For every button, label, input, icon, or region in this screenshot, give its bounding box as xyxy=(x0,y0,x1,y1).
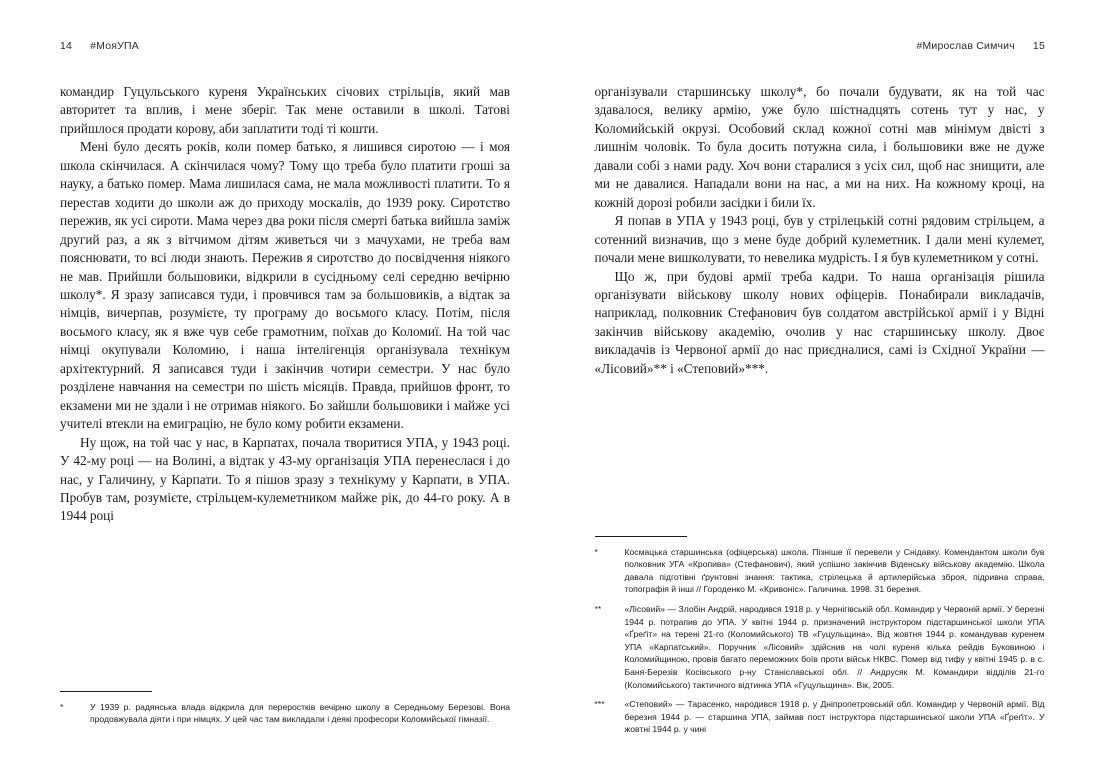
footnote-area-left xyxy=(60,679,510,733)
footnote-list-left xyxy=(60,701,510,726)
running-head-title-left: #МояУПА xyxy=(90,40,139,52)
page-right xyxy=(553,0,1105,763)
footnote-area-right xyxy=(595,524,1045,743)
folio-left: 14 xyxy=(60,40,73,52)
paragraph: Мені було десять років, коли помер батько, я лишився сиротою — і моя школа скінчилася. А скінчилася чому? Тому що треба було платити гроші за науку, а батько помер. Мама лишилася сама, не мала можливості платити. То я перестав ходити до школи аж до приходу москалів, до 1939 року. Сиротство пережив, як усі сироти. Мама через два роки після смерті батька вийшла заміж другий раз, а як з вітчимом дітям живеться чи з мачухами, не треба вам пояснювати, то всі люди знають. Пережив я сиротство до посвідчення ніякого не мав. Прийшли большовики, відкрили в сусідньому селі середню вечірню школу*. Я зразу записався туди, і провчився там за большовиків, а відтак за німців, вичерпав, розумієте, ту програму до восьмого класу. Потім, після восьмого класу, як я вже чув себе грамотним, поїхав до Коломиї. На той час німці окупували Коломию, і наша інтелігенція організувала технікум архітектурний. Я записався туди і закінчив чотири семестри. У нас було розділене навчання на семестри по шість місяців. Правда, прийшов фронт, то екзамени ми не здали і не отримав ніякого. Бо зайшли большовики і майже усі учителі втекли на емиграцію, не було кому робити екзамени. xyxy=(60,139,510,432)
footnote-marker: *** xyxy=(594,699,605,710)
footnote-text: Космацька старшинська (офіцерська) школа. Пізніше її перевели у Снідавку. Комендантом школи був полковник УГА «Кропива» (Стефанович), який успішно закінчив Віденську військову академію. Школа давала підготівні ґрунтовні знання: тактика, стрілецька й артилерійська зброя, підривна справа, топографія й інші // Городенко М. «Кривоніс». Галичина. 1998. 31 березня. xyxy=(624,546,1045,595)
paragraph: організували старшинську школу*, бо почали будувати, як на той час здавалося, велику армію, уже було шістнадцять сотень тут у нас, у Коломийській окрузі. Особовий склад кожної сотні мав мінімум двісті з лишнім чоловік. То була досить потужна сила, і большовики вже не дуже давали собі з нами раду. Хоч вони старалися з усіх сил, щоб нас знищити, але ми не давалися. Нападали вони на нас, а ми на них. На кожному кроці, на кожній дорозі робили засідки і били їх. xyxy=(594,84,1045,210)
paragraph: Я попав в УПА у 1943 році, був у стрілецькій сотні рядовим стрільцем, а сотенний визначив, що з мене буде добрий кулеметник. І дали мені кулемет, почали мене вишколувати, то невелика мудрість. І я був кулеметником у сотні. xyxy=(594,213,1045,266)
footnote-marker: ** xyxy=(594,604,602,615)
footnote-text: У 1939 р. радянська влада відкрила для переростків вечірню школу в Середньому Березові. Вона продовжувала діяти і при німцях. У цей час там викладали і деякі професори Коломийської гімназії. xyxy=(90,701,510,725)
footnote-text: «Лісовий» — Злобін Андрій, народився 1918 р. у Чернігівській обл. Командир у Червоній армії. У березні 1944 р. потрапив до УПА. У квітні 1944 р. призначений інструктором підстаршинської школи УПА «Ґреґіт» на терені 21-го (Коломийського) ТВ «Гуцульщина». Від жовтня 1944 р. командував куренем УПА «Карпатський». Поручник «Лісовий» здійснив на чолі куреня кілька рейдів Буковиною і Коломийщиною, провів багато переможних боїв проти військ НКВС. Помер від тифу у квітні 1945 р. в с. Баня-Березів Косівського р-ну Станіславської обл. // Андрусяк М. Командири відділів 21-го (Коломийського) тактичного відтинка УПА «Гуцульщина». Вік, 2005. xyxy=(624,604,1045,690)
folio-right: 15 xyxy=(1032,40,1045,52)
running-head-title-right: #Мирослав Симчич xyxy=(916,40,1015,52)
footnote-separator xyxy=(60,691,152,692)
body-column-right xyxy=(595,83,1045,378)
body-column-left xyxy=(60,83,510,526)
footnote xyxy=(595,603,1045,691)
paragraph: командир Гуцульського куреня Українських січових стрільців, який мав авторитет та вплив, і мене зберіг. Так мене оставили в школі. Татові прийшлося продати корову, аби заплатити тоді ті кошти. xyxy=(60,84,510,136)
paragraph: Ну щож, на той час у нас, в Карпатах, почала творитися УПА, у 1943 році. У 42-му році — на Волині, а відтак у 43-му організація УПА перенеслася і до нас, у Галичину, у Карпати. То я пішов зразу з технікуму у Карпати, в УПА. Пробув там, розумієте, стрільцем-кулеметником майже рік, до 44-го року. А в 1944 році xyxy=(60,434,510,524)
footnote-list-right xyxy=(595,546,1045,736)
footnote xyxy=(595,546,1045,596)
footnote-separator xyxy=(595,536,687,537)
paragraph: Що ж, при будові армії треба кадри. То наша організація рішила організувати військову школу нових офіцерів. Понабирали викладачів, наприклад, полковник Стефанович був солдатом австрійської армії і у Відні закінчив військову академію, очолив у нас старшинську школу. Двоє викладачів із Червоної армії до нас приєдналися, самі із Східної України — «Лісовий»** і «Степовий»***. xyxy=(594,268,1045,376)
footnote-marker: * xyxy=(60,701,64,712)
footnote-text: «Степовий» — Тарасенко, народився 1918 р. у Дніпропетровській обл. Командир у Червоній армії. Від березня 1944 р. — старшина УПА, займав пост інструктора підстаршинської школи УПА «Ґреґіт». У жовтні 1944 р. у чині xyxy=(624,699,1045,735)
running-head-left xyxy=(60,40,511,58)
footnote xyxy=(595,698,1045,736)
running-head-right xyxy=(595,40,1046,58)
footnote-marker: * xyxy=(594,546,598,557)
footnote xyxy=(60,701,510,726)
